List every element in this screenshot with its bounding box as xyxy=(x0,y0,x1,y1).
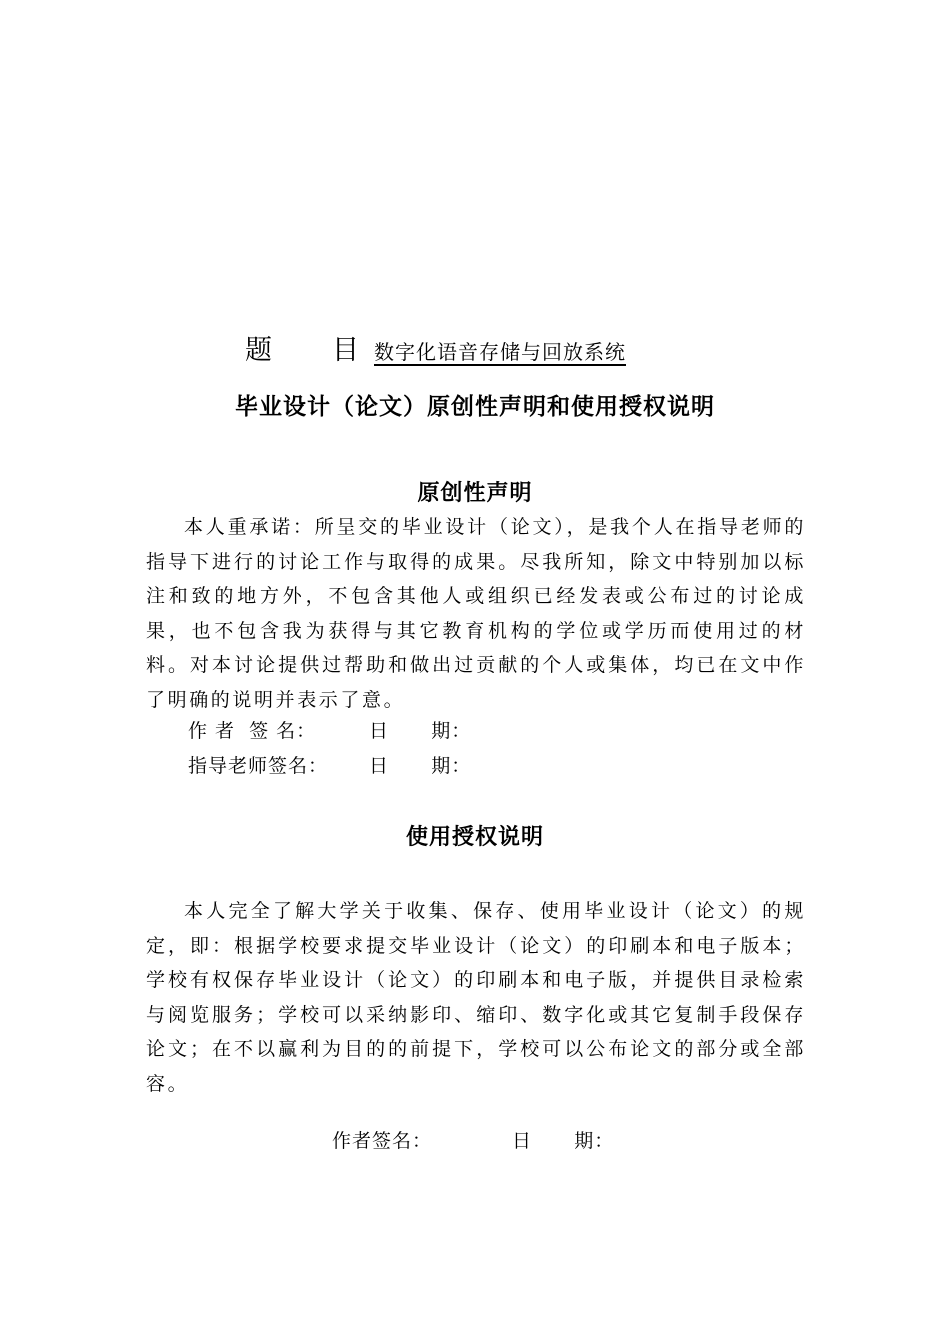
author-sign-label: 作 者 签 名： xyxy=(188,720,317,742)
advisor-sign-label: 指导老师签名： xyxy=(188,755,329,777)
originality-paragraph: 本人重承诺：所呈交的毕业设计（论文），是我个人在指导老师的指导下进行的讨论工作与取得的成果。尽我所知，除文中特别加以标注和致的地方外，不包含其他人或组织已经发表或公布过的讨论成果，也不包含我为获得与其它教育机构的学位或学历而使用过的材料。对本讨论提供过帮助和做出过贡献的个人或集体，均已在文中作了明确的说明并表示了意。 xyxy=(146,516,806,711)
topic-label-1: 题 xyxy=(245,335,272,366)
author-date-label: 日 期： xyxy=(369,720,472,742)
auth-date-label: 日 期： xyxy=(512,1130,615,1152)
main-heading: 毕业设计（论文）原创性声明和使用授权说明 xyxy=(235,393,715,420)
authorization-heading: 使用授权说明 xyxy=(405,824,544,850)
topic-value: 数字化语音存储与回放系统 xyxy=(374,340,626,364)
authorization-paragraph: 本人完全了解大学关于收集、保存、使用毕业设计（论文）的规定，即：根据学校要求提交毕业设计（论文）的印刷本和电子版本；学校有权保存毕业设计（论文）的印刷本和电子版，并提供目录检索与阅览服务；学校可以采纳影印、缩印、数字化或其它复制手段保存论文；在不以赢利为目的的前提下，学校可以公布论文的部分或全部容。 xyxy=(146,900,806,1095)
advisor-date-label: 日 期： xyxy=(369,755,472,777)
topic-label-2: 目 xyxy=(332,335,359,366)
auth-author-sign-label: 作者签名： xyxy=(332,1130,433,1152)
originality-heading: 原创性声明 xyxy=(417,480,533,506)
